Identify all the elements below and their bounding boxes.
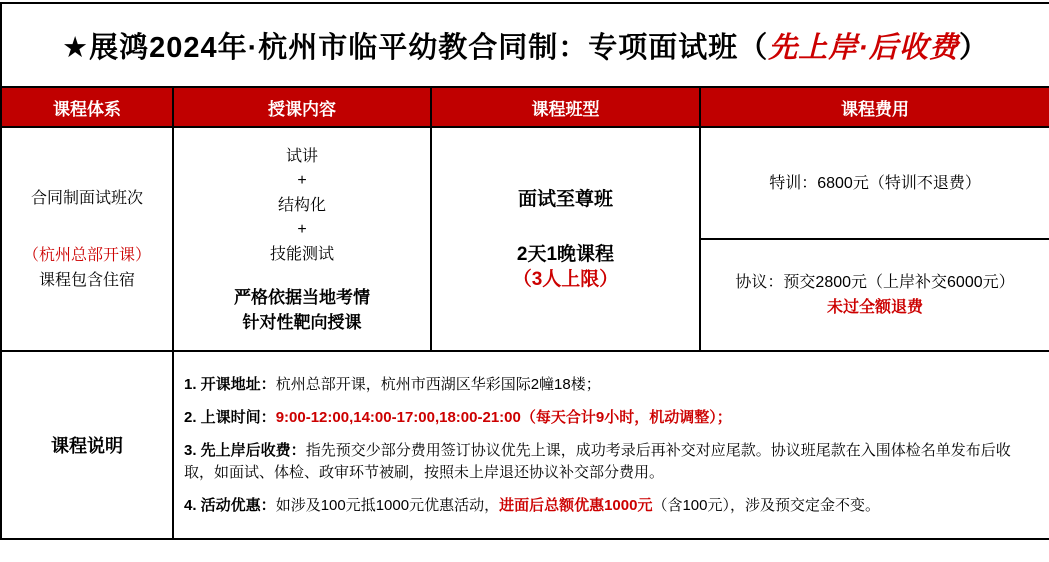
cell-class-type bbox=[431, 127, 700, 351]
note-text: 杭州总部开课，杭州市西湖区华彩国际2幢18楼； bbox=[275, 375, 601, 393]
header-course-fee: 课程费用 bbox=[700, 87, 1049, 127]
cell-notes bbox=[173, 351, 1049, 539]
course-table bbox=[0, 2, 1049, 540]
title-highlight: 先上岸·后收费 bbox=[768, 31, 959, 64]
fee-agreement-text: 协议：预交2800元（上岸补交6000元） bbox=[735, 274, 1015, 291]
content-item-1: 试讲 bbox=[285, 147, 318, 165]
content-emphasis-2: 针对性靶向授课 bbox=[242, 312, 362, 332]
note-item-payment-policy bbox=[184, 440, 1039, 484]
note-red-text: 进面后总额优惠1000元 bbox=[499, 496, 653, 514]
note-lead: 4. 活动优惠： bbox=[184, 496, 276, 514]
content-emphasis-1: 严格依据当地考情 bbox=[234, 287, 370, 307]
fee-special-text: 特训：6800元（特训不退费） bbox=[769, 174, 981, 192]
star-icon: ★ bbox=[62, 31, 90, 64]
plus-sign: + bbox=[297, 171, 307, 189]
fee-agreement-refund: 未过全额退费 bbox=[827, 299, 924, 316]
cell-fee-agreement bbox=[700, 239, 1049, 351]
table-title bbox=[1, 3, 1049, 87]
plus-sign: + bbox=[297, 220, 307, 238]
note-red-text: 9:00-12:00,14:00-17:00,18:00-21:00（每天合计9小时，机动调整）； bbox=[275, 408, 732, 426]
cell-fee-special bbox=[700, 127, 1049, 239]
cell-notes-label: 课程说明 bbox=[1, 351, 173, 539]
note-lead: 2. 上课时间： bbox=[184, 408, 276, 426]
header-class-type: 课程班型 bbox=[431, 87, 700, 127]
header-course-system: 课程体系 bbox=[1, 87, 173, 127]
header-row bbox=[1, 87, 1049, 127]
note-text: （含100元），涉及预交定金不变。 bbox=[652, 496, 880, 514]
note-item-address bbox=[184, 374, 1039, 396]
class-type-duration: 2天1晚课程 bbox=[516, 243, 615, 265]
content-item-3: 技能测试 bbox=[269, 245, 334, 263]
note-text: 如涉及100元抵1000元优惠活动， bbox=[275, 496, 500, 514]
system-class-name: 合同制面试班次 bbox=[30, 189, 143, 207]
note-item-discount bbox=[184, 495, 1039, 517]
note-item-schedule bbox=[184, 407, 1039, 429]
class-type-name: 面试至尊班 bbox=[517, 188, 613, 210]
note-text: 指先预交少部分费用签订协议优先上课，成功考录后再补交对应尾款。协议班尾款在入围体检名单发布后收取，如面试、体检、政审环节被刷，按照未上岸退还协议补交部分费用。 bbox=[184, 441, 1011, 481]
header-course-content: 授课内容 bbox=[173, 87, 431, 127]
content-item-2: 结构化 bbox=[277, 196, 326, 214]
cell-course-system bbox=[1, 127, 173, 351]
system-location: （杭州总部开课） bbox=[22, 246, 151, 264]
note-lead: 1. 开课地址： bbox=[184, 375, 276, 393]
cell-course-content bbox=[173, 127, 431, 351]
system-accommodation: 课程包含住宿 bbox=[38, 271, 135, 289]
class-type-limit: （3人上限） bbox=[512, 268, 619, 290]
title-suffix: ） bbox=[958, 31, 989, 64]
title-text: 展鸿2024年·杭州市临平幼教合同制：专项面试班（ bbox=[89, 31, 769, 64]
note-lead: 3. 先上岸后收费： bbox=[184, 441, 306, 459]
